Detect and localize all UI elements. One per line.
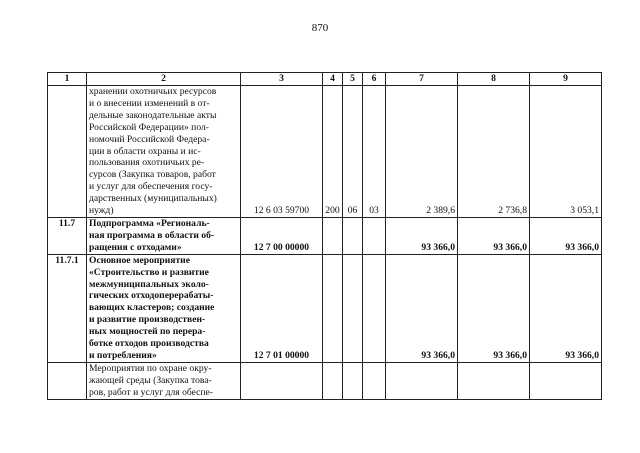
- page-number: 870: [311, 22, 329, 34]
- header-cell: 8: [458, 73, 530, 86]
- budget-code-cell: 12 6 03 59700: [241, 86, 323, 218]
- row-name-line: вающих кластеров; создание: [89, 302, 215, 314]
- row-name-cell: [87, 217, 241, 254]
- subsection-cell: [363, 217, 386, 254]
- table-row: [48, 254, 602, 362]
- section-cell: 06: [343, 86, 363, 218]
- amount-col7-cell: 2 389,6: [386, 86, 458, 218]
- amount-col9-cell: 3 053,1: [530, 86, 602, 218]
- row-name-line: сурсов (Закупка товаров, работ: [89, 169, 216, 181]
- row-name-line: Мероприятия по охране окру-: [89, 362, 212, 374]
- row-name-line: «Строительство и развитие: [89, 266, 209, 278]
- amount-col9-cell: 93 366,0: [530, 217, 602, 254]
- row-name-line: Основное мероприятие: [89, 254, 190, 266]
- row-name-line: дарственных (муниципальных): [89, 193, 217, 205]
- row-name-line: межмуниципальных эколо-: [89, 278, 209, 290]
- row-name-line: жающей среды (Закупка това-: [89, 374, 212, 386]
- row-name-line: ная программа в области об-: [89, 229, 215, 241]
- row-name-line: Российской Федерации» пол-: [89, 121, 209, 133]
- header-cell: 3: [241, 73, 323, 86]
- row-number-cell: [48, 86, 87, 218]
- amount-col8-cell: [458, 362, 530, 399]
- expense-type-cell: [323, 254, 343, 362]
- row-name-line: и потребления»: [89, 349, 157, 361]
- row-name-line: и услуг для обеспечения госу-: [89, 181, 213, 193]
- header-cell: 1: [48, 73, 87, 86]
- row-name-line: ров, работ и услуг для обеспе-: [89, 386, 213, 398]
- subsection-cell: [363, 254, 386, 362]
- row-name-line: и о внесении изменений в от-: [89, 97, 210, 109]
- budget-code-cell: 12 7 01 00000: [241, 254, 323, 362]
- section-cell: [343, 217, 363, 254]
- row-name-line: и развитие производствен-: [89, 314, 206, 326]
- row-number-cell: [48, 362, 87, 399]
- table-row: [48, 86, 602, 218]
- header-cell: 7: [386, 73, 458, 86]
- header-cell: 4: [323, 73, 343, 86]
- header-row: [48, 73, 602, 86]
- row-name-cell: [87, 254, 241, 362]
- row-name-line: дельные законодательные акты: [89, 109, 217, 121]
- table-row: [48, 217, 602, 254]
- amount-col8-cell: 2 736,8: [458, 86, 530, 218]
- amount-col8-cell: 93 366,0: [458, 254, 530, 362]
- budget-code-cell: [241, 362, 323, 399]
- amount-col7-cell: 93 366,0: [386, 217, 458, 254]
- row-name-cell: [87, 362, 241, 399]
- row-name-line: гических отходоперерабаты-: [89, 290, 214, 302]
- row-number-cell: 11.7: [48, 217, 87, 254]
- row-name-line: ции в области охраны и ис-: [89, 145, 201, 157]
- row-name-line: пользования охотничьих ре-: [89, 157, 205, 169]
- amount-col7-cell: 93 366,0: [386, 254, 458, 362]
- row-name-cell: [87, 86, 241, 218]
- section-cell: [343, 254, 363, 362]
- row-number-cell: 11.7.1: [48, 254, 87, 362]
- row-name-line: ботке отходов производства: [89, 338, 209, 350]
- budget-table: [47, 72, 602, 400]
- subsection-cell: [363, 362, 386, 399]
- header-cell: 2: [87, 73, 241, 86]
- row-name-line: номочий Российской Федера-: [89, 133, 210, 145]
- amount-col8-cell: 93 366,0: [458, 217, 530, 254]
- header-cell: 6: [363, 73, 386, 86]
- subsection-cell: 03: [363, 86, 386, 218]
- expense-type-cell: [323, 362, 343, 399]
- row-name-line: ных мощностей по перера-: [89, 326, 206, 338]
- row-name-line: ращения с отходами»: [89, 241, 182, 253]
- section-cell: [343, 362, 363, 399]
- row-name-line: нужд): [89, 205, 114, 217]
- row-name-line: хранении охотничьих ресурсов: [89, 86, 217, 97]
- amount-col9-cell: [530, 362, 602, 399]
- amount-col9-cell: 93 366,0: [530, 254, 602, 362]
- header-cell: 9: [530, 73, 602, 86]
- amount-col7-cell: [386, 362, 458, 399]
- budget-code-cell: 12 7 00 00000: [241, 217, 323, 254]
- expense-type-cell: 200: [323, 86, 343, 218]
- header-cell: 5: [343, 73, 363, 86]
- expense-type-cell: [323, 217, 343, 254]
- row-name-line: Подпрограмма «Региональ-: [89, 217, 210, 229]
- table-row: [48, 362, 602, 399]
